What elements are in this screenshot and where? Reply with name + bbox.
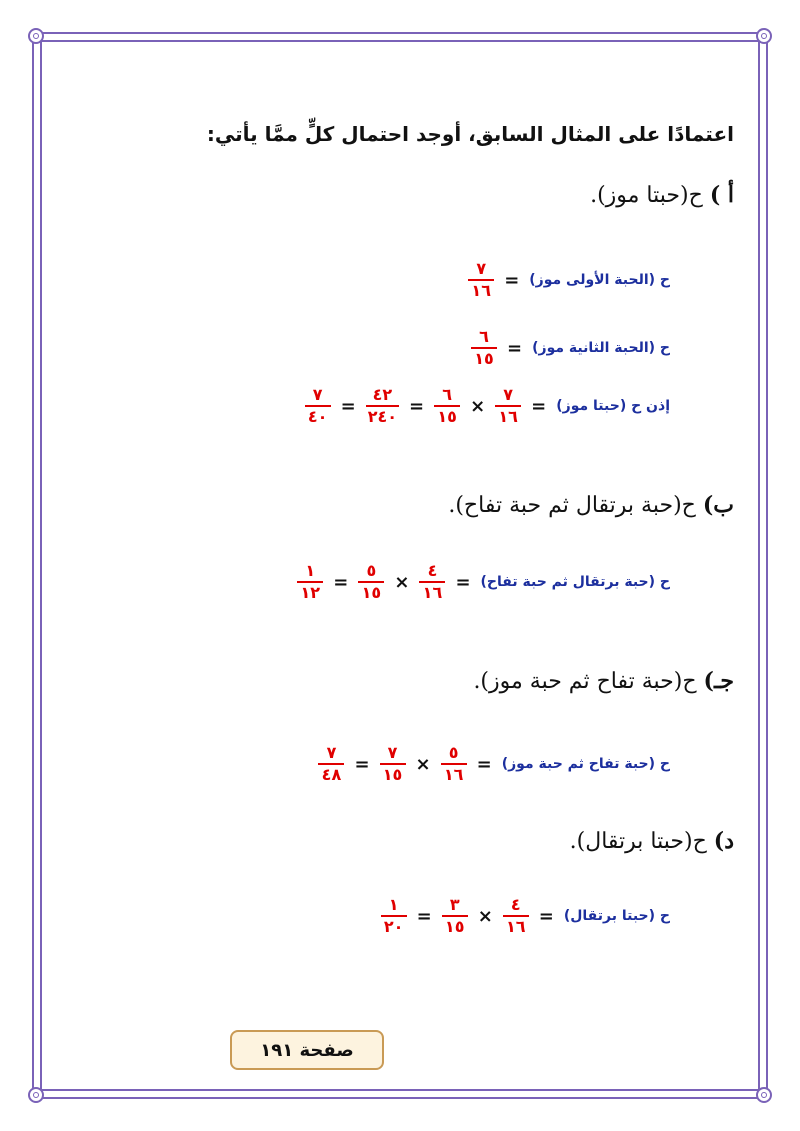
part-letter: أ ) bbox=[709, 182, 734, 208]
fraction-numerator: ٤ bbox=[510, 895, 521, 914]
equals-sign: = bbox=[408, 395, 425, 417]
fraction bbox=[419, 562, 445, 602]
part-letter: د) bbox=[713, 828, 734, 854]
page-number-label: صفحة ١٩١ bbox=[260, 1039, 354, 1061]
part-d-heading bbox=[66, 828, 734, 854]
equation-label: ح (حبة تفاح ثم حبة موز) bbox=[501, 756, 670, 772]
instruction-text: اعتمادًا على المثال السابق، أوجد احتمال كلٍّ ممَّا يأتي: bbox=[206, 122, 734, 146]
equals-sign: = bbox=[455, 571, 471, 593]
times-sign: × bbox=[470, 395, 486, 417]
fraction-numerator: ٣ bbox=[449, 895, 460, 914]
fraction bbox=[381, 896, 407, 936]
part-question: ح(حبة تفاح ثم حبة موز). bbox=[473, 669, 697, 694]
equation-a2 bbox=[471, 326, 670, 370]
fraction-numerator: ٧ bbox=[326, 743, 337, 762]
fraction bbox=[468, 260, 494, 300]
fraction bbox=[305, 386, 331, 426]
corner-ornament-icon bbox=[28, 1087, 44, 1103]
part-question: ح(حبتا موز). bbox=[590, 183, 703, 208]
equation-label: ح (الحبة الأولى موز) bbox=[529, 272, 670, 288]
part-question: ح(حبة برتقال ثم حبة تفاح). bbox=[448, 493, 696, 518]
fraction-denominator: ١٥ bbox=[474, 349, 494, 368]
fraction bbox=[366, 386, 399, 426]
fraction bbox=[318, 744, 344, 784]
fraction bbox=[442, 896, 468, 936]
equals-sign: = bbox=[531, 395, 547, 417]
equals-sign: = bbox=[538, 905, 554, 927]
corner-ornament-icon bbox=[28, 28, 44, 44]
part-a-heading bbox=[66, 182, 734, 208]
equation-a3 bbox=[305, 384, 670, 428]
fraction-numerator: ٤ bbox=[427, 561, 438, 580]
equals-sign: = bbox=[416, 905, 432, 927]
fraction bbox=[380, 744, 406, 784]
equals-sign: = bbox=[340, 395, 356, 417]
fraction bbox=[503, 896, 529, 936]
fraction-numerator: ١ bbox=[305, 561, 316, 580]
part-b-heading bbox=[66, 492, 734, 518]
fraction-denominator: ٢٠ bbox=[383, 917, 404, 936]
corner-ornament-icon bbox=[756, 28, 772, 44]
page-number-badge bbox=[230, 1030, 384, 1070]
equation-label: ح (حبة برتقال ثم حبة تفاح) bbox=[480, 574, 670, 590]
fraction-denominator: ٤٠ bbox=[307, 407, 328, 426]
fraction bbox=[495, 386, 521, 426]
fraction-denominator: ٢٤٠ bbox=[367, 407, 397, 426]
fraction bbox=[297, 562, 323, 602]
fraction bbox=[441, 744, 467, 784]
fraction-numerator: ٧ bbox=[476, 259, 487, 278]
fraction-numerator: ٥ bbox=[448, 743, 459, 762]
fraction-denominator: ٤٨ bbox=[321, 765, 342, 784]
fraction bbox=[471, 328, 497, 368]
fraction-denominator: ١٦ bbox=[471, 281, 491, 300]
part-letter: جـ) bbox=[703, 668, 734, 694]
fraction bbox=[358, 562, 384, 602]
fraction-denominator: ١٥ bbox=[444, 917, 465, 936]
equation-c1 bbox=[318, 742, 670, 786]
fraction-numerator: ٥ bbox=[366, 561, 377, 580]
times-sign: × bbox=[415, 753, 431, 775]
fraction-numerator: ٧ bbox=[503, 385, 514, 404]
equation-d1 bbox=[381, 894, 670, 938]
times-sign: × bbox=[394, 571, 410, 593]
equals-sign: = bbox=[504, 269, 520, 291]
fraction-numerator: ٦ bbox=[442, 385, 452, 404]
equation-label: ح (الحبة الثانية موز) bbox=[532, 340, 670, 356]
fraction-denominator: ١٦ bbox=[498, 407, 518, 426]
equals-sign: = bbox=[476, 753, 492, 775]
fraction-denominator: ١٥ bbox=[437, 407, 457, 426]
fraction-numerator: ٦ bbox=[479, 327, 489, 346]
fraction-numerator: ١ bbox=[388, 895, 399, 914]
fraction-denominator: ١٦ bbox=[422, 583, 443, 602]
corner-ornament-icon bbox=[756, 1087, 772, 1103]
equals-sign: = bbox=[507, 337, 523, 359]
fraction bbox=[434, 386, 460, 426]
times-sign: × bbox=[477, 905, 493, 927]
fraction-denominator: ١٢ bbox=[300, 583, 321, 602]
equation-label: ح (حبتا برتقال) bbox=[563, 908, 670, 924]
fraction-numerator: ٧ bbox=[312, 385, 323, 404]
equation-b1 bbox=[297, 560, 670, 604]
fraction-denominator: ١٦ bbox=[506, 917, 526, 936]
fraction-denominator: ١٦ bbox=[443, 765, 464, 784]
equation-a1 bbox=[468, 258, 670, 302]
equals-sign: = bbox=[333, 571, 349, 593]
fraction-denominator: ١٥ bbox=[382, 765, 403, 784]
equals-sign: = bbox=[354, 753, 370, 775]
fraction-numerator: ٧ bbox=[387, 743, 398, 762]
part-question: ح(حبتا برتقال). bbox=[569, 829, 707, 854]
part-c-heading bbox=[66, 668, 734, 694]
part-letter: ب) bbox=[702, 492, 734, 518]
fraction-denominator: ١٥ bbox=[361, 583, 382, 602]
fraction-numerator: ٤٢ bbox=[372, 385, 393, 404]
equation-label: إذن ح (حبتا موز) bbox=[556, 398, 670, 414]
